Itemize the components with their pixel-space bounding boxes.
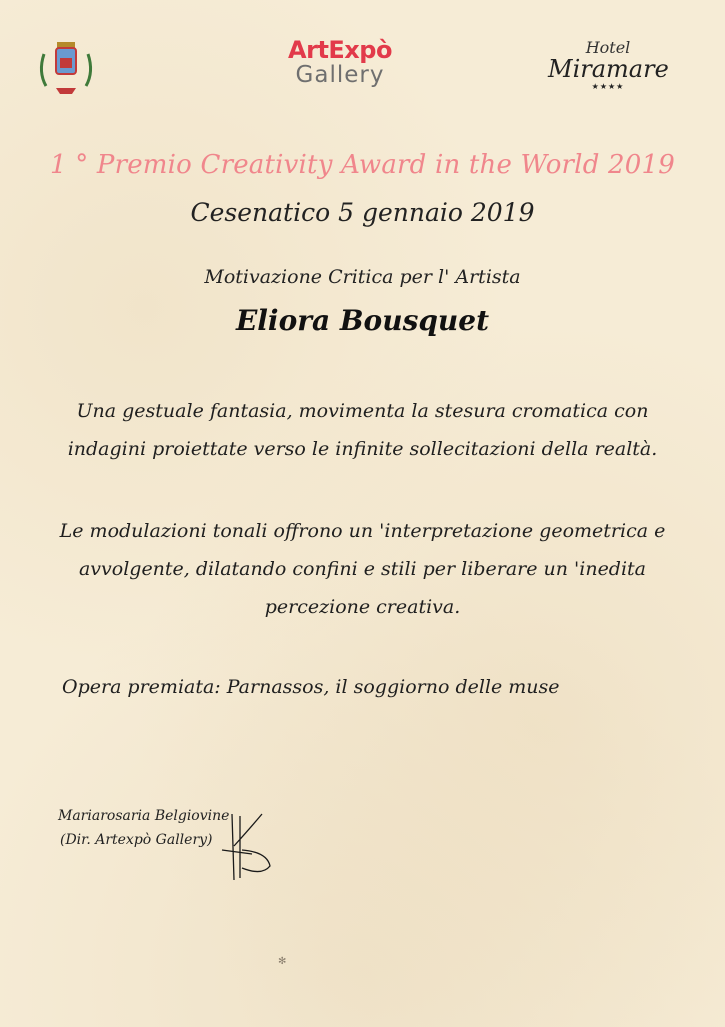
signatory-name: Mariarosaria Belgiovine	[58, 808, 230, 824]
paragraph-line: Una gestuale fantasia, movimenta la stesura cromatica con	[76, 400, 649, 422]
hotel-label: Hotel	[585, 38, 631, 57]
handwritten-signature	[212, 806, 282, 884]
artexpo-gallery: Gallery	[295, 62, 385, 88]
paragraph-line: avvolgente, dilatando confini e stili per liberare un 'inedita	[78, 558, 647, 580]
artexpo-logo	[270, 38, 410, 88]
paper-speck: ✻	[278, 956, 287, 967]
artexpo-brand: ArtExpò	[288, 36, 392, 64]
crest-icon	[36, 36, 96, 98]
artist-name: Eliora Bousquet	[235, 304, 490, 337]
hotel-miramare-logo	[548, 40, 668, 91]
paragraph-line: Le modulazioni tonali offrono un 'interpretazione geometrica e	[59, 520, 666, 542]
awarded-work: Opera premiata: Parnassos, il soggiorno delle muse	[62, 676, 560, 698]
paragraph-line: percezione creativa.	[264, 596, 461, 618]
critique-paragraph-2	[0, 512, 725, 626]
award-title: 1 ° Premio Creativity Award in the World 2019	[50, 150, 675, 180]
critique-paragraph-1	[0, 392, 725, 468]
hotel-name: Miramare	[548, 55, 669, 83]
place-date: Cesenatico 5 gennaio 2019	[190, 198, 535, 227]
paragraph-line: indagini proiettate verso le infinite sollecitazioni della realtà.	[67, 438, 658, 460]
hotel-stars: ★★★★	[591, 82, 625, 91]
motivation-label: Motivazione Critica per l' Artista	[204, 266, 521, 288]
signatory-role: (Dir. Artexpò Gallery)	[60, 832, 213, 848]
